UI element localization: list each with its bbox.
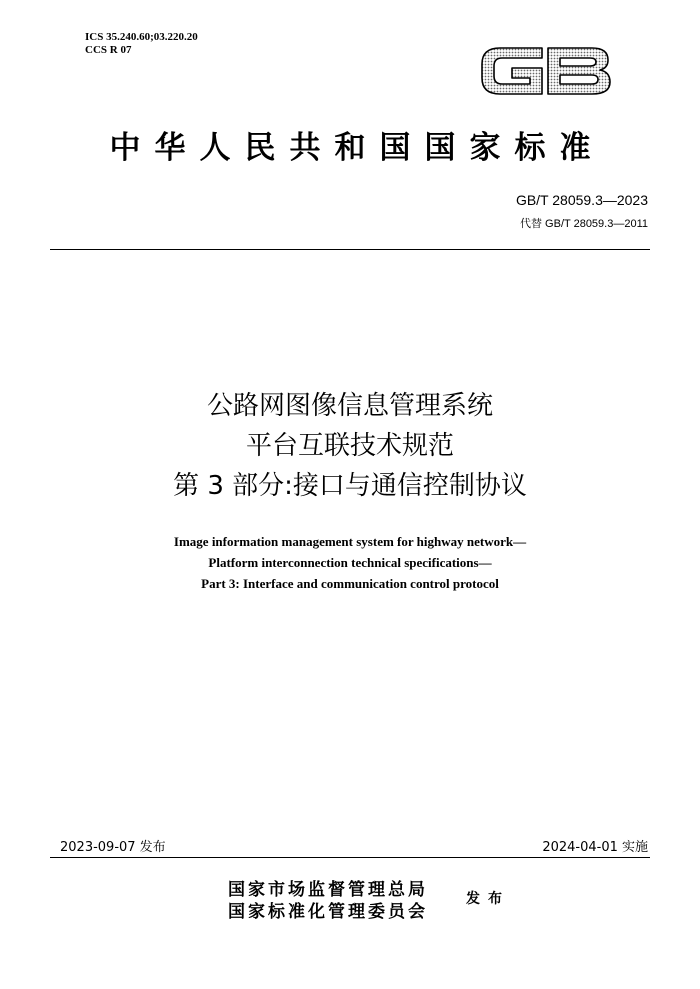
english-title	[0, 531, 700, 594]
chinese-title-line-3: 第 3 部分:接口与通信控制协议	[173, 471, 527, 501]
replaces-standard: 代替 GB/T 28059.3—2011	[520, 218, 648, 230]
ics-code: ICS 35.240.60;03.220.20	[85, 31, 198, 43]
bottom-divider	[50, 857, 650, 858]
ccs-code: CCS R 07	[85, 44, 132, 56]
issuer-sac: 国家标准化管理委员会	[228, 902, 428, 922]
chinese-title-line-2: 平台互联技术规范	[245, 431, 454, 461]
english-title-line-3: Part 3: Interface and communication control protocol	[201, 576, 499, 591]
issue-date: 2023-09-07 发布	[60, 840, 166, 855]
english-title-line-1: Image information management system for highway network—	[173, 534, 527, 549]
gb-logo	[478, 42, 614, 100]
english-title-line-2: Platform interconnection technical specifications—	[208, 555, 492, 570]
implementation-date: 2024-04-01 实施	[542, 840, 648, 855]
chinese-title	[0, 386, 700, 506]
top-divider	[50, 249, 650, 250]
classification-codes	[85, 31, 198, 57]
issuer-samr: 国家市场监督管理总局	[228, 880, 428, 900]
standard-number: GB/T 28059.3—2023	[515, 192, 648, 208]
issuing-authorities	[228, 879, 428, 923]
publish-label: 发布	[466, 891, 510, 907]
chinese-title-line-1: 公路网图像信息管理系统	[206, 391, 493, 421]
national-standard-title: 中华人民共和国国家标准	[109, 130, 605, 166]
